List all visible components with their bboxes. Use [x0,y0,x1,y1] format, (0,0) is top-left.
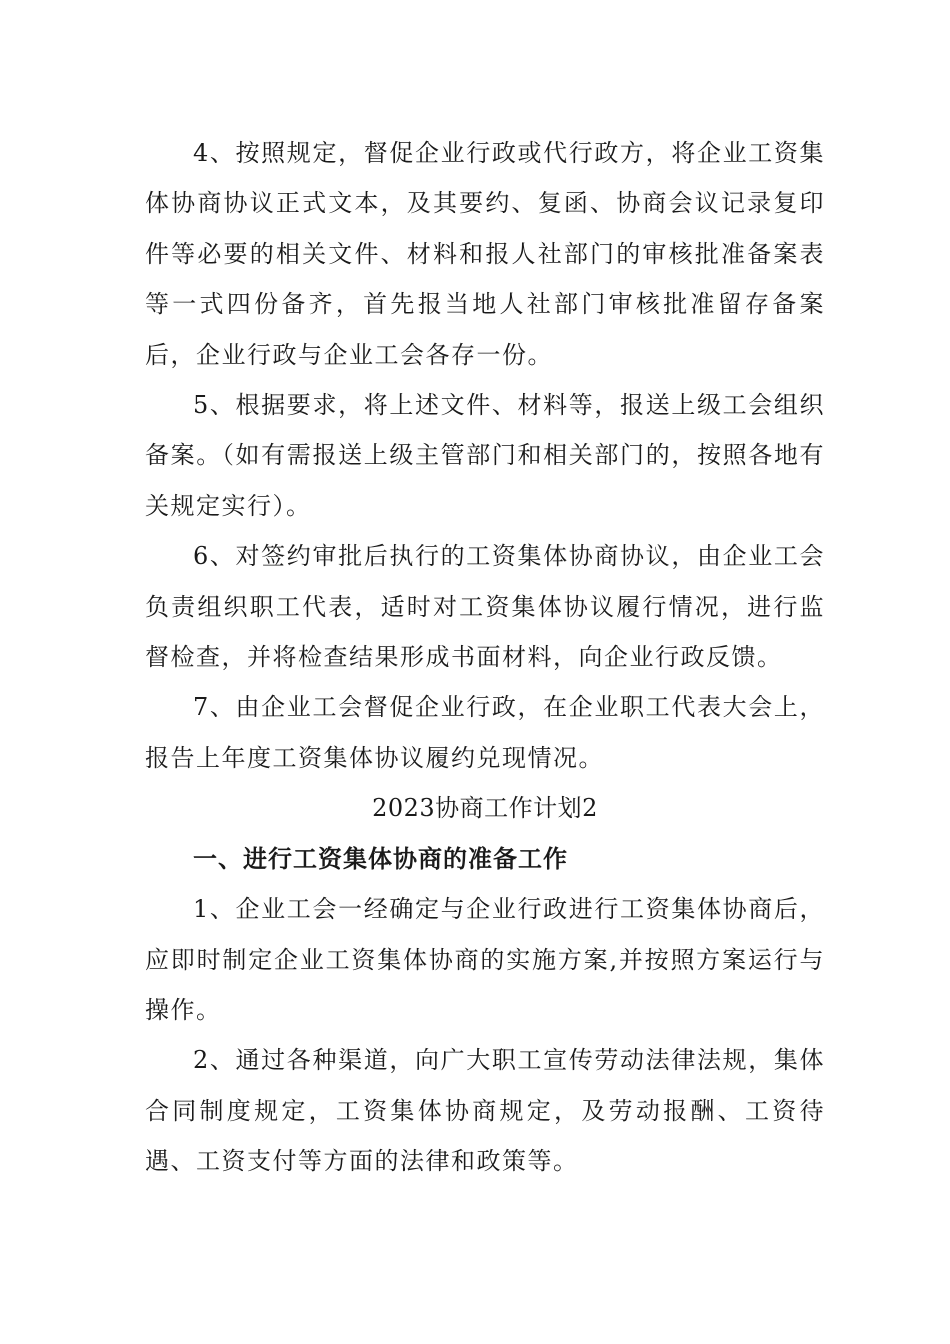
paragraph-item-4: 4、按照规定，督促企业行政或代行政方，将企业工资集体协商协议正式文本，及其要约、复函、协商会议记录复印件等必要的相关文件、材料和报人社部门的审核批准备案表等一式四份备齐，首先报当地人社部门审核批准留存备案后，企业行政与企业工会各存一份。 [145,139,825,369]
paragraph-item-1: 1、企业工会一经确定与企业行政进行工资集体协商后，应即时制定企业工资集体协商的实施方案,并按照方案运行与操作。 [145,895,825,1024]
section-heading: 一、进行工资集体协商的准备工作 [193,844,568,873]
paragraph-item-7: 7、由企业工会督促企业行政，在企业职工代表大会上，报告上年度工资集体协议履约兑现情况。 [145,693,825,772]
section-title: 2023协商工作计划2 [372,794,598,823]
paragraph-item-2: 2、通过各种渠道，向广大职工宣传劳动法律法规，集体合同制度规定，工资集体协商规定，及劳动报酬、工资待遇、工资支付等方面的法律和政策等。 [145,1046,825,1176]
paragraph-item-6: 6、对签约审批后执行的工资集体协商协议，由企业工会负责组织职工代表，适时对工资集体协议履行情况，进行监督检查，并将检查结果形成书面材料，向企业行政反馈。 [145,542,825,672]
document-body [145,128,825,1187]
paragraph-item-5: 5、根据要求，将上述文件、材料等，报送上级工会组织备案。（如有需报送上级主管部门和相关部门的，按照各地有关规定实行）。 [145,391,825,520]
